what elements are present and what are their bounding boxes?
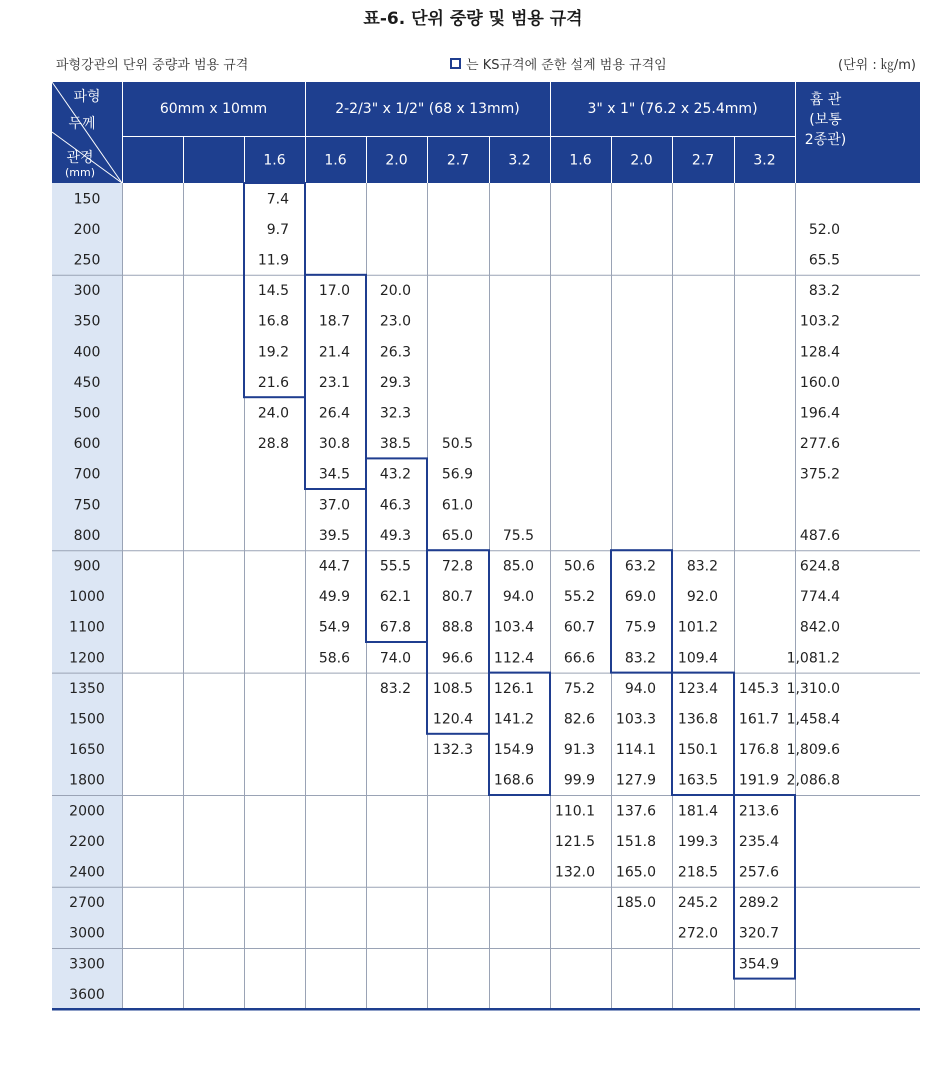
weight-cell: 23.1 [318, 374, 350, 391]
header-hume-note: (보통 [809, 112, 842, 128]
weight-cell: 145.3 [738, 680, 779, 697]
weight-cell: 375.2 [799, 466, 840, 483]
diameter-label: 350 [73, 313, 101, 330]
weight-cell: 218.5 [677, 864, 718, 881]
weight-cell: 83.2 [624, 650, 656, 667]
weight-cell: 52.0 [808, 221, 840, 238]
diameter-label: 500 [73, 405, 101, 422]
weight-cell: 62.1 [379, 589, 411, 606]
weight-cell: 181.4 [677, 803, 718, 820]
weight-cell: 213.6 [738, 803, 779, 820]
weight-cell: 137.6 [615, 803, 656, 820]
weight-cell: 44.7 [318, 558, 350, 575]
weight-cell: 69.0 [624, 589, 656, 606]
weight-cell: 126.1 [493, 680, 534, 697]
weight-cell: 67.8 [379, 619, 411, 636]
header-thickness-5: 2.7 [446, 152, 470, 169]
weight-cell: 65.5 [808, 252, 840, 269]
weight-cell: 83.2 [808, 283, 840, 300]
weight-cell: 17.0 [318, 283, 350, 300]
header-background [52, 82, 920, 183]
diameter-label: 1500 [69, 711, 105, 728]
weight-cell: 34.5 [318, 466, 350, 483]
weight-cell: 94.0 [502, 589, 534, 606]
weight-cell: 127.9 [615, 772, 656, 789]
header-thickness-8: 2.0 [630, 152, 653, 169]
weight-cell: 7.4 [266, 191, 289, 208]
header-thickness-6: 3.2 [508, 152, 531, 169]
weight-cell: 487.6 [799, 527, 840, 544]
weight-cell: 1,081.2 [786, 650, 840, 667]
weight-cell: 272.0 [677, 925, 718, 942]
weight-cell: 20.0 [379, 283, 411, 300]
weight-cell: 235.4 [738, 833, 779, 850]
weight-cell: 32.3 [379, 405, 411, 422]
diameter-label: 900 [73, 558, 101, 575]
weight-cell: 50.6 [563, 558, 595, 575]
diameter-label: 1100 [69, 619, 105, 636]
weight-cell: 21.6 [257, 374, 289, 391]
weight-cell: 99.9 [563, 772, 595, 789]
diameter-label: 1200 [69, 650, 105, 667]
weight-cell: 55.5 [379, 558, 411, 575]
weight-cell: 320.7 [738, 925, 779, 942]
weight-cell: 123.4 [677, 680, 718, 697]
weight-cell: 101.2 [677, 619, 718, 636]
weight-cell: 1,809.6 [786, 742, 840, 759]
weight-cell: 39.5 [318, 527, 350, 544]
diameter-label: 400 [73, 344, 101, 361]
weight-cell: 66.6 [563, 650, 595, 667]
header-thickness-7: 1.6 [569, 152, 592, 169]
weight-cell: 165.0 [615, 864, 656, 881]
weight-cell: 80.7 [441, 589, 473, 606]
weight-cell: 132.0 [554, 864, 595, 881]
weight-cell: 56.9 [441, 466, 473, 483]
weight-cell: 38.5 [379, 436, 411, 453]
weight-cell: 151.8 [615, 833, 656, 850]
diameter-label: 1350 [69, 680, 105, 697]
weight-cell: 128.4 [799, 344, 840, 361]
diameter-label: 2000 [69, 803, 105, 820]
header-group-3: 3" x 1" (76.2 x 25.4mm) [587, 101, 758, 117]
weight-cell: 109.4 [677, 650, 718, 667]
ks-standard-box [427, 550, 489, 734]
weight-cell: 21.4 [318, 344, 350, 361]
weight-cell: 85.0 [502, 558, 534, 575]
diameter-label: 250 [73, 252, 101, 269]
diameter-label: 3300 [69, 956, 105, 973]
weight-cell: 103.3 [615, 711, 656, 728]
weight-cell: 91.3 [563, 742, 595, 759]
header-thickness-10: 3.2 [753, 152, 776, 169]
weight-cell: 18.7 [318, 313, 350, 330]
weight-cell: 161.7 [738, 711, 779, 728]
weight-cell: 2,086.8 [786, 772, 840, 789]
weight-cell: 88.8 [441, 619, 473, 636]
page-title: 표-6. 단위 중량 및 범용 규격 [363, 9, 583, 29]
header-thickness-3: 1.6 [324, 152, 347, 169]
weight-cell: 191.9 [738, 772, 779, 789]
header-hume-note: 2종관) [804, 132, 847, 148]
weight-cell: 61.0 [441, 497, 473, 514]
diameter-label: 3600 [69, 986, 105, 1003]
weight-cell: 94.0 [624, 680, 656, 697]
header-thickness-2: 1.6 [263, 152, 286, 169]
weight-cell: 121.5 [554, 833, 595, 850]
weight-cell: 108.5 [432, 680, 473, 697]
weight-cell: 83.2 [686, 558, 718, 575]
diameter-label: 1000 [69, 589, 105, 606]
weight-cell: 289.2 [738, 895, 779, 912]
weight-cell: 354.9 [738, 956, 779, 973]
diameter-label: 800 [73, 527, 101, 544]
weight-cell: 168.6 [493, 772, 534, 789]
weight-cell: 257.6 [738, 864, 779, 881]
diameter-label: 1800 [69, 772, 105, 789]
weight-cell: 11.9 [257, 252, 289, 269]
weight-cell: 75.2 [563, 680, 595, 697]
corner-label-diameter: 관경 [66, 150, 94, 166]
diameter-label: 150 [73, 191, 101, 208]
weight-cell: 154.9 [493, 742, 534, 759]
weight-cell: 50.5 [441, 436, 473, 453]
corner-label-corrugation: 파형 [73, 89, 101, 105]
weight-cell: 49.3 [379, 527, 411, 544]
weight-cell: 774.4 [799, 589, 840, 606]
weight-cell: 60.7 [563, 619, 595, 636]
weight-cell: 24.0 [257, 405, 289, 422]
weight-cell: 74.0 [379, 650, 411, 667]
weight-cell: 199.3 [677, 833, 718, 850]
diameter-label: 2200 [69, 833, 105, 850]
header-hume-pipe: 흄 관 [809, 92, 842, 108]
weight-cell: 114.1 [615, 742, 656, 759]
weight-cell: 37.0 [318, 497, 350, 514]
header-group-2: 2-2/3" x 1/2" (68 x 13mm) [335, 101, 520, 117]
diameter-label: 2700 [69, 895, 105, 912]
weight-cell: 55.2 [563, 589, 595, 606]
weight-cell: 1,458.4 [786, 711, 840, 728]
weight-cell: 58.6 [318, 650, 350, 667]
weight-cell: 136.8 [677, 711, 718, 728]
weight-cell: 9.7 [266, 221, 289, 238]
diameter-label: 450 [73, 374, 101, 391]
diameter-label: 1650 [69, 742, 105, 759]
weight-cell: 176.8 [738, 742, 779, 759]
weight-cell: 163.5 [677, 772, 718, 789]
weight-cell: 103.4 [493, 619, 534, 636]
weight-cell: 245.2 [677, 895, 718, 912]
header-group-1: 60mm x 10mm [159, 101, 268, 117]
weight-cell: 110.1 [554, 803, 595, 820]
weight-cell: 1,310.0 [786, 680, 840, 697]
unit-note: (단위 : ㎏/m) [838, 58, 916, 73]
diameter-label: 2400 [69, 864, 105, 881]
diameter-label: 3000 [69, 925, 105, 942]
weight-cell: 28.8 [257, 436, 289, 453]
weight-cell: 29.3 [379, 374, 411, 391]
weight-cell: 26.3 [379, 344, 411, 361]
weight-cell: 96.6 [441, 650, 473, 667]
weight-cell: 46.3 [379, 497, 411, 514]
diameter-label: 600 [73, 436, 101, 453]
diameter-label: 300 [73, 283, 101, 300]
weight-cell: 624.8 [799, 558, 840, 575]
weight-cell: 54.9 [318, 619, 350, 636]
header-thickness-9: 2.7 [691, 152, 715, 169]
weight-cell: 75.9 [624, 619, 656, 636]
weight-cell: 132.3 [432, 742, 473, 759]
weight-cell: 23.0 [379, 313, 411, 330]
weight-cell: 19.2 [257, 344, 289, 361]
weight-cell: 277.6 [799, 436, 840, 453]
weight-cell: 43.2 [379, 466, 411, 483]
weight-cell: 16.8 [257, 313, 289, 330]
corner-label-thickness: 두께 [68, 116, 96, 132]
weight-cell: 141.2 [493, 711, 534, 728]
weight-cell: 185.0 [615, 895, 656, 912]
corner-label-unit: (mm) [64, 166, 96, 179]
weight-cell: 112.4 [493, 650, 534, 667]
diameter-label: 200 [73, 221, 101, 238]
diameter-label: 700 [73, 466, 101, 483]
weight-cell: 196.4 [799, 405, 840, 422]
weight-cell: 49.9 [318, 589, 350, 606]
weight-cell: 63.2 [624, 558, 656, 575]
ks-legend-text: 는 KS규격에 준한 설계 범용 규격임 [466, 58, 667, 73]
weight-cell: 120.4 [432, 711, 473, 728]
weight-cell: 72.8 [441, 558, 473, 575]
diameter-label: 750 [73, 497, 101, 514]
weight-cell: 26.4 [318, 405, 350, 422]
weight-cell: 160.0 [799, 374, 840, 391]
header-thickness-4: 2.0 [385, 152, 408, 169]
weight-cell: 82.6 [563, 711, 595, 728]
weight-cell: 842.0 [799, 619, 840, 636]
weight-cell: 30.8 [318, 436, 350, 453]
weight-cell: 92.0 [686, 589, 718, 606]
weight-cell: 83.2 [379, 680, 411, 697]
weight-cell: 103.2 [799, 313, 840, 330]
table-caption: 파형강관의 단위 중량과 범용 규격 [56, 58, 249, 73]
weight-cell: 150.1 [677, 742, 718, 759]
weight-cell: 75.5 [502, 527, 534, 544]
weight-cell: 14.5 [257, 283, 289, 300]
weight-cell: 65.0 [441, 527, 473, 544]
